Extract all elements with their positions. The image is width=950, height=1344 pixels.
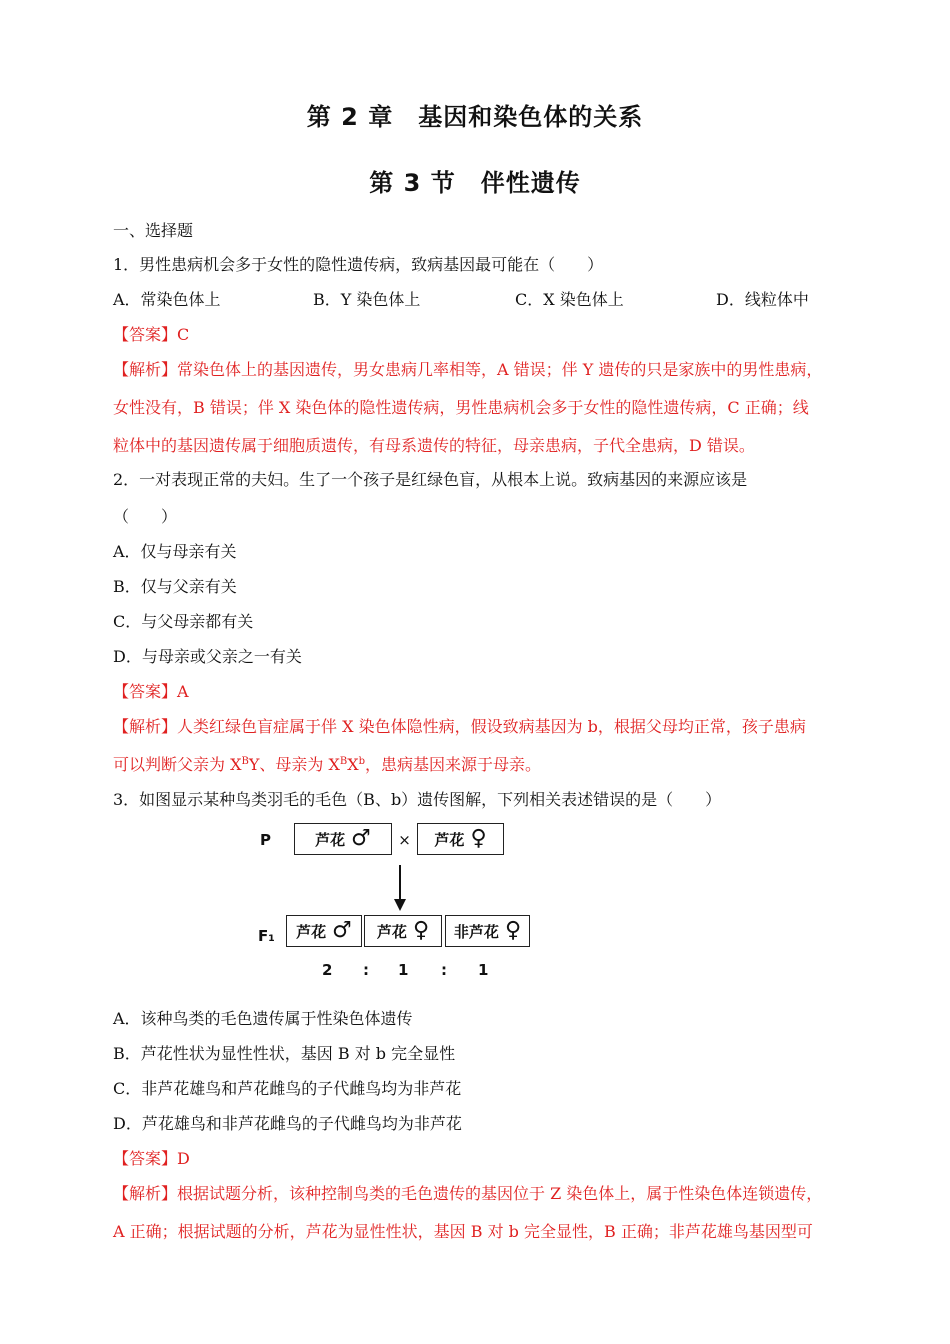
section-title: 第 3 节 伴性遗传 bbox=[369, 169, 581, 197]
parent-female-label: 芦花 bbox=[434, 830, 465, 849]
f1-female2-box bbox=[445, 915, 530, 947]
inheritance-diagram bbox=[250, 815, 550, 985]
ratio-value: 2 bbox=[322, 961, 333, 979]
female-symbol-icon: ♀ bbox=[470, 826, 487, 851]
q3-option-c: C．非芦花雄鸟和芦花雌鸟的子代雌鸟均为非芦花 bbox=[113, 1079, 462, 1098]
q3-option-d: D．芦花雄鸟和非芦花雌鸟的子代雌鸟均为非芦花 bbox=[113, 1114, 462, 1133]
question-type-heading: 一、选择题 bbox=[113, 221, 194, 240]
q3-option-a: A．该种鸟类的毛色遗传属于性染色体遗传 bbox=[113, 1009, 413, 1028]
q2-analysis-text-2: Y、母亲为 X bbox=[248, 755, 340, 774]
q3-analysis-line-2: A 正确；根据试题的分析，芦花为显性性状，基因 B 对 b 完全显性，B 正确；非芦花雄鸟基因型可 bbox=[113, 1222, 813, 1241]
q1-stem: 1．男性患病机会多于女性的隐性遗传病，致病基因最可能在（ ） bbox=[113, 255, 604, 274]
q2-answer: 【答案】A bbox=[113, 682, 189, 701]
q3-option-b: B．芦花性状为显性性状，基因 B 对 b 完全显性 bbox=[113, 1044, 456, 1063]
superscript-B: B bbox=[339, 756, 348, 767]
q2-analysis-line-1: 【解析】人类红绿色盲症属于伴 X 染色体隐性病，假设致病基因为 b，根据父母均正常，孩子患病 bbox=[113, 717, 806, 736]
parent-female-box bbox=[417, 823, 504, 855]
male-symbol-icon: ♂ bbox=[351, 826, 371, 851]
female-symbol-icon: ♀ bbox=[412, 918, 430, 943]
q2-analysis-text-3: X bbox=[347, 755, 359, 774]
q2-analysis-text-1: 可以判断父亲为 X bbox=[113, 755, 242, 774]
f1-male-box bbox=[286, 915, 362, 947]
f1-female2-label: 非芦花 bbox=[453, 922, 499, 941]
f1-male-label: 芦花 bbox=[296, 922, 327, 941]
superscript-B: B bbox=[241, 756, 249, 767]
parent-male-box bbox=[294, 823, 392, 855]
q1-analysis-line-3: 粒体中的基因遗传属于细胞质遗传，有母系遗传的特征，母亲患病，子代全患病，D 错误。 bbox=[113, 436, 755, 455]
q2-option-d: D．与母亲或父亲之一有关 bbox=[113, 647, 302, 666]
f1-female-box bbox=[364, 915, 442, 947]
q2-analysis-text-4: ，患病基因来源于母亲。 bbox=[365, 755, 542, 774]
q2-option-a: A．仅与母亲有关 bbox=[113, 542, 237, 561]
q2-stem-line-2: （ ） bbox=[113, 507, 178, 526]
q2-analysis-line-2 bbox=[113, 755, 541, 775]
male-symbol-icon: ♂ bbox=[332, 918, 352, 943]
q2-option-c: C．与父母亲都有关 bbox=[113, 612, 254, 631]
f1-generation-label: F₁ bbox=[258, 927, 275, 945]
cross-symbol: × bbox=[398, 831, 411, 849]
q1-analysis-line-1: 【解析】常染色体上的基因遗传，男女患病几率相等，A 错误；伴 Y 遗传的只是家族中的男性患病， bbox=[113, 360, 823, 379]
ratio-separator: : bbox=[441, 961, 447, 979]
superscript-b: b bbox=[358, 756, 366, 767]
p-generation-label: P bbox=[260, 831, 271, 849]
ratio-separator: : bbox=[363, 961, 369, 979]
parent-male-label: 芦花 bbox=[315, 830, 346, 849]
q2-option-b: B．仅与父亲有关 bbox=[113, 577, 237, 596]
ratio-value: 1 bbox=[398, 961, 409, 979]
arrow-down-icon bbox=[390, 865, 410, 913]
chapter-title: 第 2 章 基因和染色体的关系 bbox=[306, 103, 644, 131]
q1-option-b: B．Y 染色体上 bbox=[313, 290, 421, 309]
q1-option-c: C．X 染色体上 bbox=[515, 290, 624, 309]
q1-answer: 【答案】C bbox=[113, 325, 190, 344]
q1-analysis-line-2: 女性没有，B 错误；伴 X 染色体的隐性遗传病，男性患病机会多于女性的隐性遗传病，C 正确；线 bbox=[113, 398, 809, 417]
q1-option-d: D．线粒体中 bbox=[716, 290, 809, 309]
female-symbol-icon: ♀ bbox=[504, 918, 522, 943]
q1-option-a: A．常染色体上 bbox=[113, 290, 221, 309]
q3-answer: 【答案】D bbox=[113, 1149, 190, 1168]
q3-stem: 3．如图显示某种鸟类羽毛的毛色（B、b）遗传图解，下列相关表述错误的是（ ） bbox=[113, 790, 722, 809]
ratio-value: 1 bbox=[478, 961, 489, 979]
f1-female-label: 芦花 bbox=[376, 922, 407, 941]
q3-analysis-line-1: 【解析】根据试题分析，该种控制鸟类的毛色遗传的基因位于 Z 染色体上，属于性染色体连锁遗传， bbox=[113, 1184, 823, 1203]
q2-stem-line-1: 2．一对表现正常的夫妇。生了一个孩子是红绿色盲，从根本上说。致病基因的来源应该是 bbox=[113, 470, 748, 489]
